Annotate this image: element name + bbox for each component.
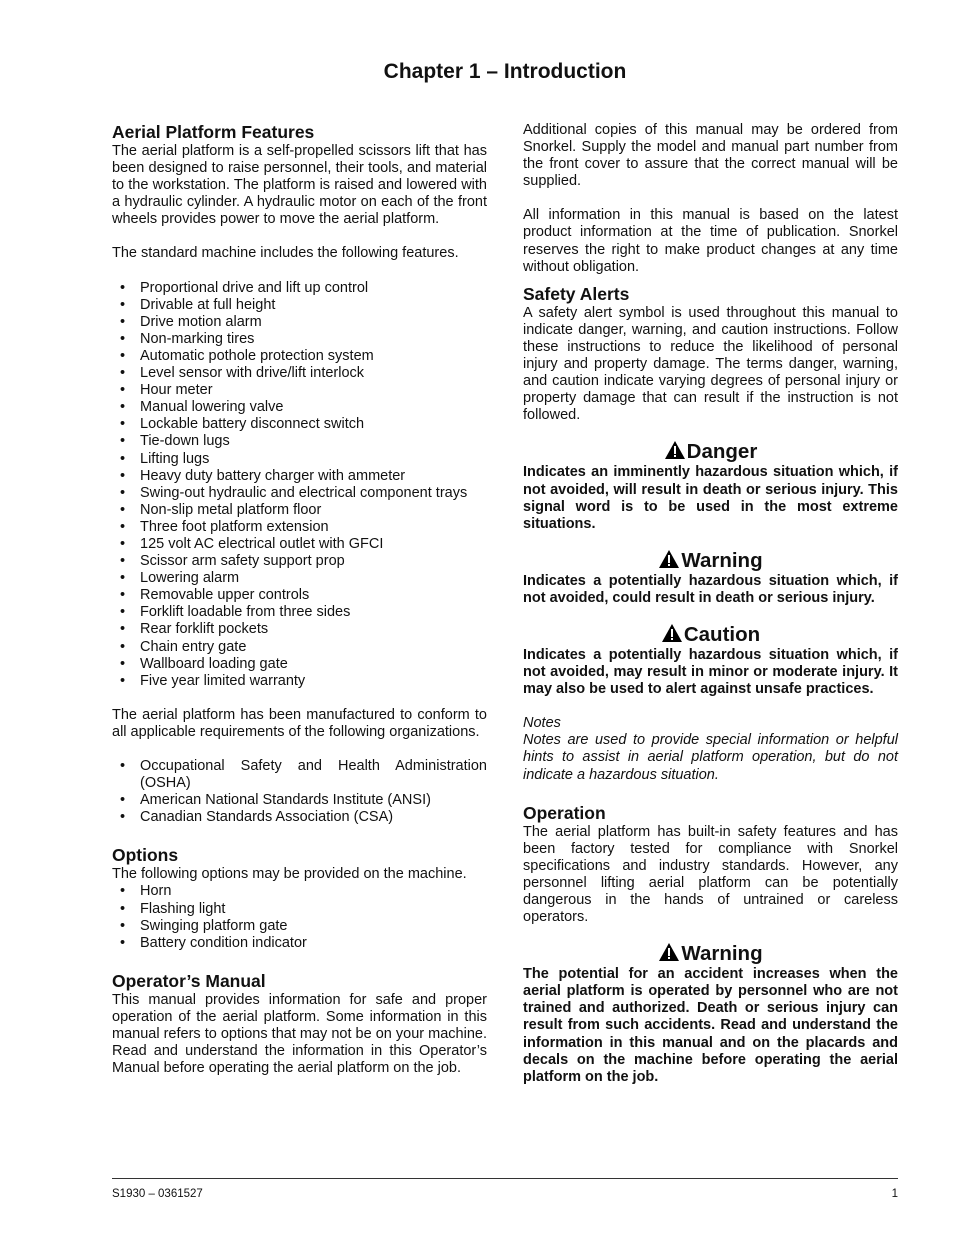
list-item: • Lowering alarm <box>120 570 240 587</box>
conformance-paragraph: The aerial platform has been manufactured to conform to all applicable requirements of the following organizations. <box>112 706 487 740</box>
caution-heading: Caution <box>523 623 898 647</box>
copies-paragraph: Additional copies of this manual may be ordered from Snorkel. Supply the model and manual part number from the front cover to assure that the correct manual will be supplied. <box>523 122 898 190</box>
list-item: • Non-marking tires <box>120 330 255 347</box>
danger-text: Indicates an imminently hazardous situation which, if not avoided, will result in death or serious injury. This signal word is to be used in the most extreme situations. <box>523 464 898 532</box>
list-item: • Wallboard loading gate <box>120 655 288 672</box>
warning-triangle-icon <box>664 440 686 460</box>
list-item: • Swing-out hydraulic and electrical component trays <box>120 484 468 501</box>
notes-label: Notes <box>523 715 561 732</box>
chapter-title: Chapter 1 – Introduction <box>383 60 627 83</box>
list-item: • Lockable battery disconnect switch <box>120 416 365 433</box>
list-item: • Non-slip metal platform floor <box>120 501 322 518</box>
safety-alerts-paragraph: A safety alert symbol is used throughout this manual to indicate danger, warning, and caution instructions. Follow these instructions to reduce the likelihood of personal injury and property damage. The terms danger, warning, and caution indicate varying degrees of personal injury or property damage that can result if the instruction is not followed. <box>523 304 898 424</box>
list-item: • Chain entry gate <box>120 638 247 655</box>
list-item: • Drive motion alarm <box>120 313 262 330</box>
operation-paragraph: The aerial platform has built-in safety features and has been factory tested for compliance with Snorkel specifications and industry standards. However, any personnel lifting aerial platform can be potentially dangerous in the hands of untrained or careless operators. <box>523 823 898 926</box>
list-item: • Flashing light <box>120 900 226 917</box>
list-item: • Heavy duty battery charger with ammeter <box>120 467 406 484</box>
footer-divider <box>112 1178 898 1179</box>
list-item: • Rear forklift pockets <box>120 621 269 638</box>
list-item: • Lifting lugs <box>120 450 210 467</box>
warning-triangle-icon <box>661 623 683 643</box>
features-list <box>112 280 487 690</box>
caution-text: Indicates a potentially hazardous situation which, if not avoided, may result in minor or moderate injury. It may also be used to alert against unsafe practices. <box>523 646 898 698</box>
list-item: • Forklift loadable from three sides <box>120 604 351 621</box>
page-number: 1 <box>891 1188 898 1200</box>
list-item: • Manual lowering valve <box>120 399 284 416</box>
operators-manual-paragraph: This manual provides information for safe and proper operation of the aerial platform. Some information in this manual refers to options that may not be on your machine. Read and understand the information in this Operator’s Manual before operating the aerial platform on the job. <box>112 991 487 1077</box>
list-item: • Occupational Safety and Health Administration (OSHA) <box>120 758 487 792</box>
list-item: • Proportional drive and lift up control <box>120 279 369 296</box>
list-item: • Canadian Standards Association (CSA) <box>120 809 394 826</box>
warning-heading: Warning <box>523 549 898 573</box>
list-item: • Tie-down lugs <box>120 433 230 450</box>
organizations-list <box>112 758 487 826</box>
list-item: • Swinging platform gate <box>120 917 288 934</box>
list-item: • Three foot platform extension <box>120 518 329 535</box>
list-item: • Removable upper controls <box>120 587 310 604</box>
list-item: • Level sensor with drive/lift interlock <box>120 365 365 382</box>
notes-text: Notes are used to provide special information or helpful hints to assist in aerial platform operation, but do not indicate a hazardous situation. <box>523 732 898 783</box>
operation-heading: Operation <box>523 802 606 823</box>
list-item: • Horn <box>120 883 172 900</box>
product-info-paragraph: All information in this manual is based on the latest product information at the time of publication. Snorkel reserves the right to make product changes at any time without obligation. <box>523 207 898 275</box>
list-item: • Drivable at full height <box>120 296 276 313</box>
warning-text-2: The potential for an accident increases when the aerial platform is operated by personnel who are not trained and authorized. Death or serious injury can result from such accidents. Read and understand the information in this manual and on the placards and decals on the machine before operating the aerial platform on the job. <box>523 966 898 1085</box>
list-item: • American National Standards Institute (ANSI) <box>120 792 431 809</box>
right-column <box>523 122 898 1086</box>
footer-document-number: S1930 – 0361527 <box>112 1188 203 1200</box>
operators-manual-heading: Operator’s Manual <box>112 970 266 991</box>
warning-triangle-icon <box>658 549 680 569</box>
left-column <box>112 122 487 1077</box>
danger-heading: Danger <box>523 440 898 464</box>
list-item: • 125 volt AC electrical outlet with GFCI <box>120 535 384 552</box>
list-item: • Hour meter <box>120 382 213 399</box>
warning-triangle-icon <box>658 942 680 962</box>
list-item: • Automatic pothole protection system <box>120 347 374 364</box>
features-paragraph: The aerial platform is a self-propelled scissors lift that has been designed to raise personnel, their tools, and material to the workstation. The platform is raised and lowered with a hydraulic cylinder. A hydraulic motor on each of the front wheels provides power to move the aerial platform. <box>112 143 487 228</box>
safety-alerts-heading: Safety Alerts <box>523 283 630 304</box>
list-item: • Battery condition indicator <box>120 934 307 951</box>
options-intro: The following options may be provided on the machine. <box>112 866 467 883</box>
list-item: • Scissor arm safety support prop <box>120 553 345 570</box>
features-heading: Aerial Platform Features <box>112 122 315 142</box>
options-list <box>112 883 487 951</box>
warning-text: Indicates a potentially hazardous situation which, if not avoided, could result in death or serious injury. <box>523 572 898 606</box>
features-intro: The standard machine includes the following features. <box>112 245 459 262</box>
list-item: • Five year limited warranty <box>120 672 306 689</box>
warning-heading-2: Warning <box>523 942 898 966</box>
options-heading: Options <box>112 845 179 866</box>
